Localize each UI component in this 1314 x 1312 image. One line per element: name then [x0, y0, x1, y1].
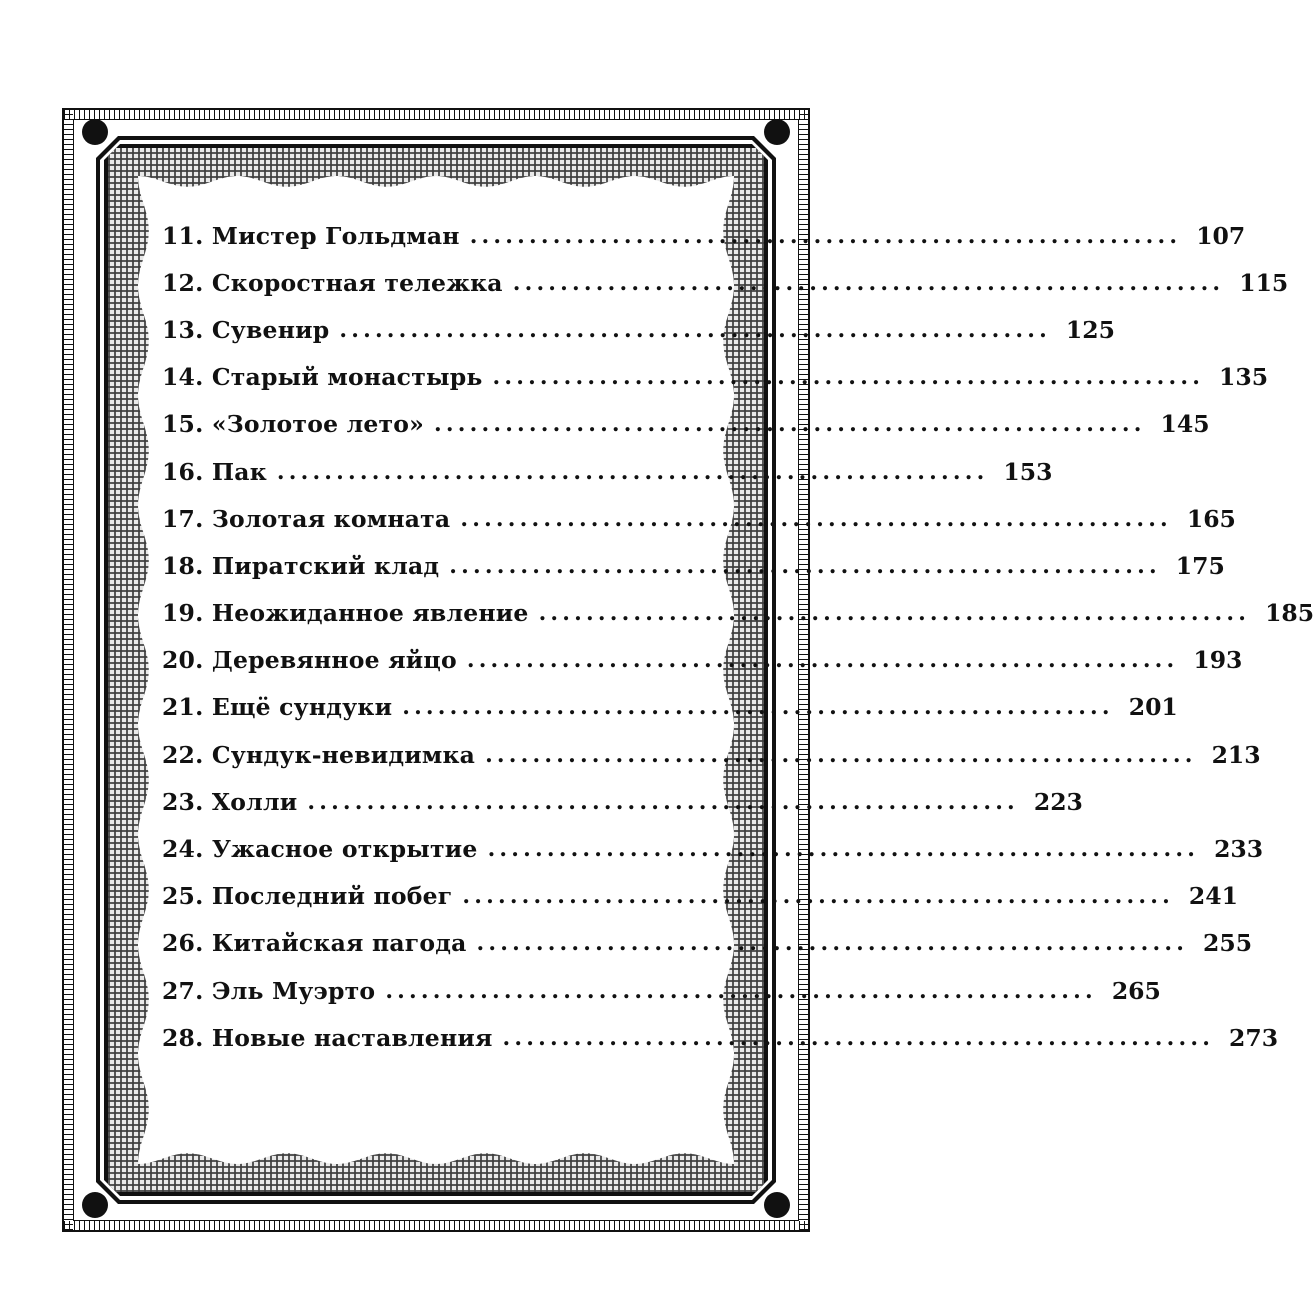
toc-entry-title — [162, 693, 392, 721]
toc-entry-title — [162, 741, 475, 769]
toc-entry-text: Сундук-невидимка — [211, 740, 476, 769]
corner-ornament-bottom-right — [764, 1192, 790, 1218]
toc-entry-text: Сувенир — [211, 315, 330, 344]
dot-leader: ............................................................ — [449, 552, 1161, 579]
toc-entry — [162, 259, 1289, 306]
toc-entry — [162, 778, 1083, 825]
toc-entry-text: Ужасное открытие — [211, 835, 478, 864]
toc-entry-number: 22. — [162, 740, 204, 769]
toc-entry-page-number: 107 — [1196, 221, 1246, 250]
dot-leader: ............................................................ — [434, 411, 1146, 438]
toc-entry-title — [162, 222, 460, 250]
toc-entry-number: 18. — [162, 551, 204, 580]
toc-entry — [162, 1014, 1279, 1061]
dot-leader: ............................................................ — [466, 647, 1179, 674]
toc-entry-number: 20. — [162, 646, 204, 675]
dot-leader: ............................................................ — [460, 505, 1172, 532]
toc-entry-text: Старый монастырь — [211, 363, 483, 392]
corner-ornament-bottom-left — [82, 1192, 108, 1218]
dot-leader: ............................................................ — [402, 694, 1114, 721]
toc-entry-number: 25. — [162, 882, 204, 911]
toc-entry-page-number: 233 — [1214, 835, 1264, 864]
dot-leader: ............................................................ — [512, 269, 1225, 296]
dot-leader: ............................................................ — [462, 883, 1174, 910]
toc-entry-title — [162, 788, 297, 816]
dot-leader: ............................................................ — [339, 316, 1051, 343]
toc-entry-text: Скоростная тележка — [211, 268, 503, 297]
toc-entry-page-number: 153 — [1003, 457, 1053, 486]
toc-entry-title — [162, 646, 457, 674]
toc-entry — [162, 542, 1225, 589]
toc-entry-page-number: 185 — [1265, 599, 1314, 628]
toc-entry-number: 28. — [162, 1023, 204, 1052]
corner-ornament-top-left — [82, 119, 108, 145]
toc-entry-title — [162, 599, 529, 627]
dot-leader: ............................................................ — [307, 788, 1019, 815]
toc-entry-number: 16. — [162, 457, 204, 486]
toc-entry-text: Новые наставления — [211, 1023, 493, 1052]
toc-entry-number: 11. — [162, 221, 204, 250]
toc-entry — [162, 448, 1053, 495]
dot-leader: ............................................................ — [469, 222, 1182, 249]
dot-leader: ............................................................ — [476, 930, 1189, 957]
toc-entry — [162, 873, 1238, 920]
toc-entry-text: Пиратский клад — [211, 551, 440, 580]
toc-entry-page-number: 241 — [1188, 882, 1238, 911]
toc-entry-title — [162, 882, 452, 910]
toc-entry-page-number: 145 — [1160, 410, 1210, 439]
toc-entry-number: 17. — [162, 504, 204, 533]
toc-entry-title — [162, 835, 478, 863]
toc-entry-title — [162, 458, 267, 486]
toc-entry-number: 13. — [162, 315, 204, 344]
toc-entry-text: «Золотое лето» — [211, 410, 425, 439]
dot-leader: ............................................................ — [492, 364, 1205, 391]
toc-entry-number: 12. — [162, 268, 204, 297]
toc-entry — [162, 495, 1236, 542]
toc-entry-text: Китайская пагода — [211, 929, 467, 958]
toc-entry — [162, 590, 1314, 637]
toc-entry-number: 14. — [162, 363, 204, 392]
toc-entry-title — [162, 929, 467, 957]
toc-entry — [162, 684, 1178, 731]
toc-entry-title — [162, 977, 375, 1005]
toc-entry-title — [162, 410, 424, 438]
toc-entry-number: 24. — [162, 835, 204, 864]
toc-entry-title — [162, 505, 450, 533]
toc-entry-title — [162, 316, 329, 344]
toc-entry — [162, 731, 1261, 778]
dot-leader: ............................................................ — [487, 836, 1200, 863]
toc-entry-number: 21. — [162, 693, 204, 722]
toc-entry-text: Эль Муэрто — [211, 976, 376, 1005]
toc-entry-text: Последний побег — [211, 882, 453, 911]
toc-entry-page-number: 165 — [1186, 504, 1236, 533]
toc-entry — [162, 354, 1269, 401]
toc-entry — [162, 920, 1253, 967]
toc-entry-text: Холли — [211, 787, 298, 816]
toc-entry-page-number: 255 — [1203, 929, 1253, 958]
dot-leader: ............................................................ — [276, 458, 989, 485]
toc-entry-text: Деревянное яйцо — [211, 646, 457, 675]
toc-entry-title — [162, 552, 439, 580]
toc-entry-number: 15. — [162, 410, 204, 439]
toc-entry-page-number: 125 — [1065, 315, 1115, 344]
toc-entry-title — [162, 363, 483, 391]
dot-leader: ............................................................ — [485, 741, 1197, 768]
toc-entry-text: Пак — [211, 457, 267, 486]
toc-entry-number: 26. — [162, 929, 204, 958]
toc-entry-page-number: 213 — [1211, 740, 1261, 769]
toc-entry-number: 19. — [162, 599, 204, 628]
toc-entry-page-number: 175 — [1175, 551, 1225, 580]
toc-entry — [162, 401, 1210, 448]
dot-leader: ............................................................ — [538, 600, 1251, 627]
corner-ornament-top-right — [764, 119, 790, 145]
table-of-contents — [162, 212, 1314, 1061]
toc-entry-page-number: 265 — [1111, 976, 1161, 1005]
toc-entry-page-number: 223 — [1033, 787, 1083, 816]
toc-entry — [162, 967, 1161, 1014]
toc-entry-title — [162, 269, 503, 297]
toc-entry — [162, 637, 1243, 684]
dot-leader: ............................................................ — [502, 1024, 1215, 1051]
toc-entry-number: 23. — [162, 787, 204, 816]
toc-entry-page-number: 135 — [1219, 363, 1269, 392]
toc-entry-text: Золотая комната — [211, 504, 451, 533]
toc-entry — [162, 825, 1264, 872]
toc-entry-page-number: 193 — [1193, 646, 1243, 675]
toc-entry-page-number: 201 — [1128, 693, 1178, 722]
toc-entry-title — [162, 1024, 493, 1052]
toc-entry-text: Мистер Гольдман — [211, 221, 460, 250]
toc-entry-text: Неожиданное явление — [211, 599, 529, 628]
toc-entry — [162, 212, 1246, 259]
toc-entry-page-number: 273 — [1229, 1023, 1279, 1052]
toc-entry-number: 27. — [162, 976, 204, 1005]
toc-entry-page-number: 115 — [1239, 268, 1289, 297]
toc-entry — [162, 306, 1115, 353]
dot-leader: ............................................................ — [385, 977, 1097, 1004]
toc-entry-text: Ещё сундуки — [211, 693, 393, 722]
